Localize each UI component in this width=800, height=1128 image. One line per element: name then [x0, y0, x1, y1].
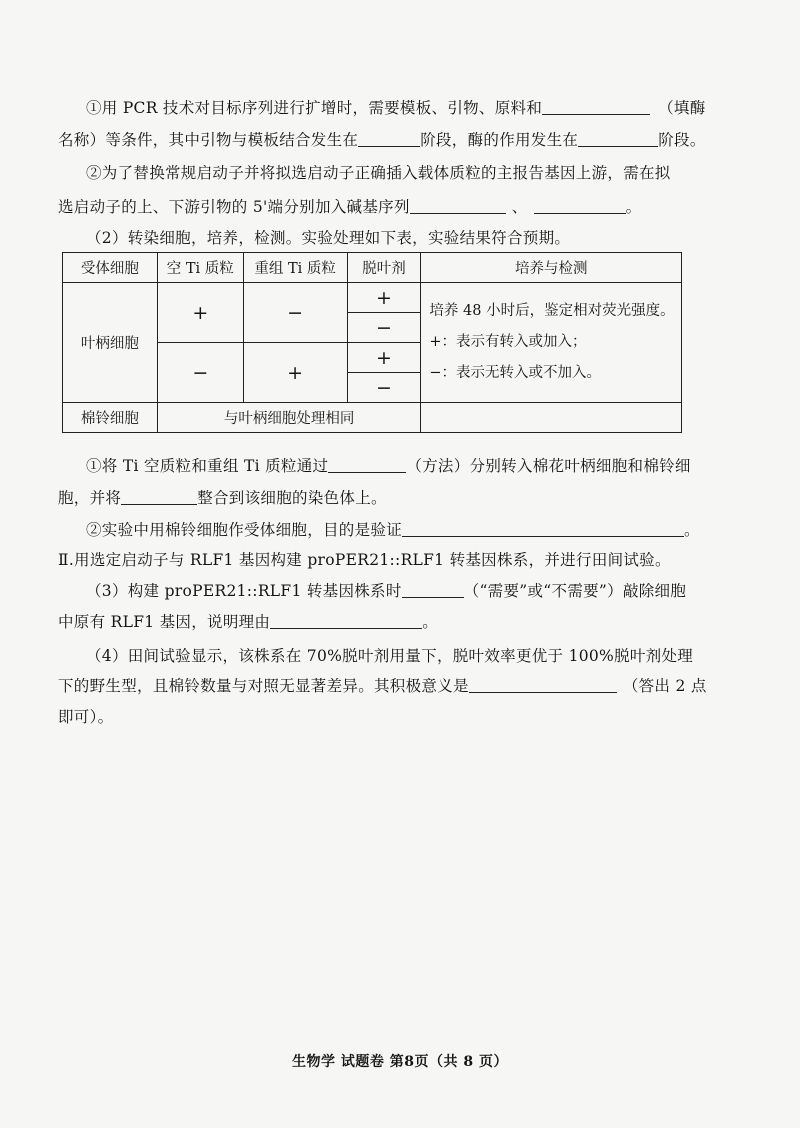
table-header-row — [63, 253, 682, 283]
q2sub-line2: 胞，并将 整合到该细胞的染色体上。 — [58, 489, 387, 507]
cell-recomb-lower: + — [243, 343, 347, 403]
part2-line: Ⅱ.用选定启动子与 RLF1 基因构建 proPER21::RLF1 转基因株系，并进行田间试验。 — [58, 551, 671, 569]
answer-blank-significance[interactable] — [469, 676, 617, 693]
note-plus: +：表示有转入或加入； — [429, 334, 587, 350]
header-recombinant-ti: 重组 Ti 质粒 — [243, 253, 347, 283]
answer-blank-reason[interactable] — [270, 612, 422, 629]
answer-blank-enzyme[interactable] — [542, 98, 650, 115]
cell-defoliant-4: − — [347, 373, 421, 403]
table-row — [63, 403, 682, 433]
cell-boll: 棉铃细胞 — [63, 403, 158, 433]
cell-notes — [421, 283, 682, 403]
cell-boll-note: 与叶柄细胞处理相同 — [157, 403, 421, 433]
q2sub-line3: ②实验中用棉铃细胞作受体细胞，目的是验证 。 — [86, 521, 700, 539]
q1-line2: 名称）等条件，其中引物与模板结合发生在 阶段，酶的作用发生在 阶段。 — [58, 131, 706, 149]
header-culture-detection: 培养与检测 — [421, 253, 682, 283]
cell-empty-upper: + — [157, 283, 243, 343]
answer-blank-downstream-seq[interactable] — [534, 197, 626, 214]
q1-line4: 选启动子的上、下游引物的 5'端分别加入碱基序列 、 。 — [58, 198, 642, 216]
answer-blank-enzyme-stage[interactable] — [578, 130, 658, 147]
header-empty-ti: 空 Ti 质粒 — [157, 253, 243, 283]
cell-defoliant-3: + — [347, 343, 421, 373]
q1-line1: ①用 PCR 技术对目标序列进行扩增时，需要模板、引物、原料和 （填酶 — [86, 99, 706, 117]
table-row — [63, 283, 682, 313]
cell-boll-empty — [421, 403, 682, 433]
note-culture: 培养 48 小时后，鉴定相对荧光强度。 — [429, 303, 675, 319]
cell-defoliant-1: + — [347, 283, 421, 313]
cell-petiole: 叶柄细胞 — [63, 283, 158, 403]
answer-blank-primer-stage[interactable] — [358, 130, 420, 147]
q4-line2: 下的野生型，且棉铃数量与对照无显著差异。其积极意义是 （答出 2 点 — [58, 677, 707, 695]
answer-blank-integrate[interactable] — [121, 488, 197, 505]
q2sub-line1: ①将 Ti 空质粒和重组 Ti 质粒通过 （方法）分别转入棉花叶柄细胞和棉铃细 — [86, 457, 691, 475]
answer-blank-verify[interactable] — [402, 520, 684, 537]
answer-blank-upstream-seq[interactable] — [410, 197, 506, 214]
note-minus: −：表示无转入或不加入。 — [429, 365, 602, 381]
header-receptor-cell: 受体细胞 — [63, 253, 158, 283]
cell-defoliant-2: − — [347, 313, 421, 343]
q4-line1: （4）田间试验显示，该株系在 70%脱叶剂用量下，脱叶效率更优于 100%脱叶剂处理 — [86, 647, 694, 665]
cell-empty-lower: − — [157, 343, 243, 403]
header-defoliant: 脱叶剂 — [347, 253, 421, 283]
answer-blank-method[interactable] — [328, 456, 406, 473]
q3-line2: 中原有 RLF1 基因，说明理由 。 — [58, 613, 439, 631]
q4-line3: 即可）。 — [58, 708, 114, 726]
answer-blank-need[interactable] — [402, 581, 464, 598]
page-footer: 生物学 试题卷 第8页（共 8 页） — [292, 1054, 508, 1070]
q3-line1: （3）构建 proPER21::RLF1 转基因株系时 （“需要”或“不需要”）敲除细胞 — [86, 582, 687, 600]
cell-recomb-upper: − — [243, 283, 347, 343]
experiment-table — [62, 252, 682, 433]
q2-intro: （2）转染细胞，培养，检测。实验处理如下表，实验结果符合预期。 — [86, 229, 571, 247]
q1-line3: ②为了替换常规启动子并将拟选启动子正确插入载体质粒的主报告基因上游，需在拟 — [86, 164, 671, 182]
